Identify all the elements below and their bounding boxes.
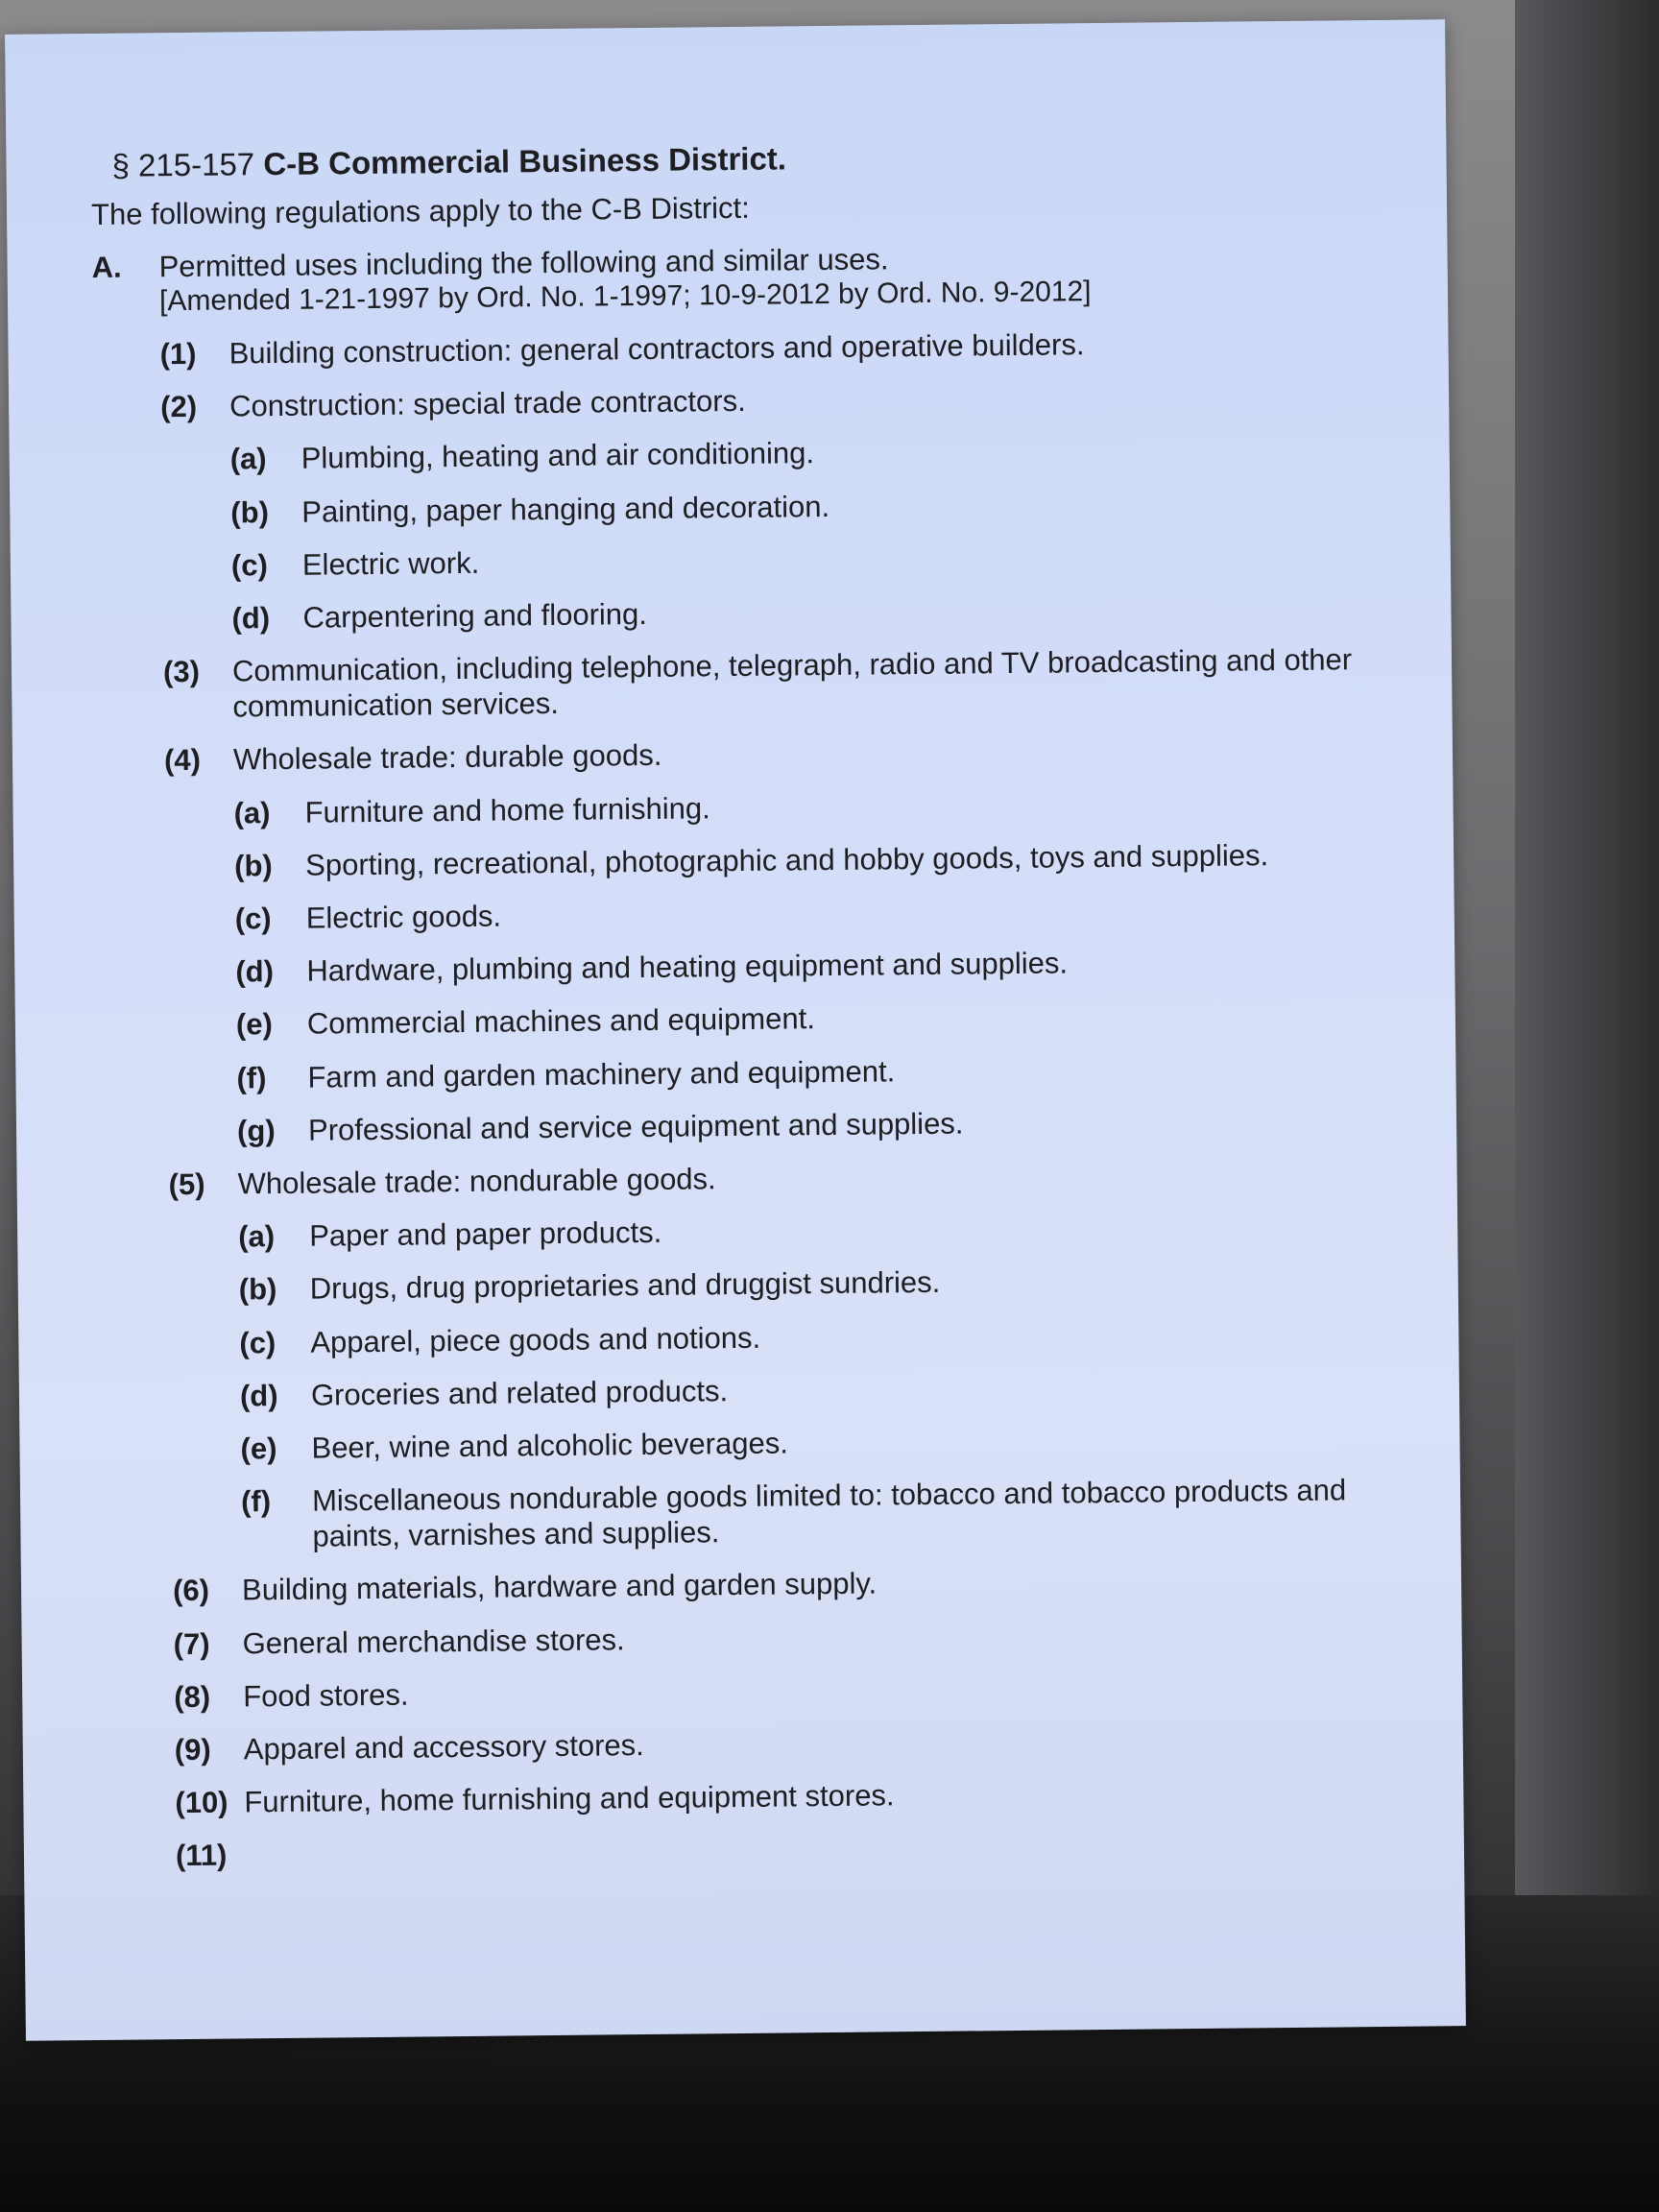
sub-list-item-label: (a) xyxy=(229,442,267,476)
permitted-uses-list xyxy=(92,323,1443,1874)
sub-list-item xyxy=(236,995,1434,1043)
list-item-text: Construction: special trade contractors. xyxy=(228,384,746,423)
section-number: § 215-157 xyxy=(111,146,255,183)
sub-list-item-text: Hardware, plumbing and heating equipment and supplies. xyxy=(306,946,1069,988)
sub-list-item xyxy=(235,888,1433,936)
intro-text: The following regulations apply to the C-B District: xyxy=(90,190,750,231)
sub-list-item-text: Carpentering and flooring. xyxy=(302,596,648,635)
sub-list-item-text: Miscellaneous nondurable goods limited to: tobacco and tobacco products and paints, varnishes and supplies. xyxy=(311,1473,1347,1553)
list-item xyxy=(164,730,1431,779)
sub-list-item-label: (b) xyxy=(233,848,273,883)
list-item-text: Food stores. xyxy=(243,1677,409,1714)
sub-list-item-label: (e) xyxy=(235,1007,273,1042)
list-item-label: (5) xyxy=(168,1166,205,1202)
sub-list-item xyxy=(234,835,1432,883)
sub-list-item-label: (f) xyxy=(240,1484,272,1519)
document-page xyxy=(5,19,1466,2041)
list-item xyxy=(163,640,1431,725)
sub-list-item xyxy=(240,1365,1438,1413)
list-item xyxy=(176,1825,1443,1874)
section-heading xyxy=(111,132,1425,184)
list-item-label: (10) xyxy=(175,1785,228,1820)
sub-list-item-text: Painting, paper hanging and decoration. xyxy=(301,489,830,529)
sub-list-item-text: Sporting, recreational, photographic and hobby goods, toys and supplies. xyxy=(304,838,1269,882)
sub-list-item-label: (c) xyxy=(239,1325,276,1359)
sub-list-item xyxy=(235,942,1433,990)
list-item xyxy=(160,376,1428,425)
list-item-label: (8) xyxy=(174,1679,211,1715)
sub-list-item xyxy=(237,1100,1435,1148)
list-item-text xyxy=(245,1825,1443,1838)
sub-list-item xyxy=(239,1312,1437,1360)
sub-list-item xyxy=(240,1418,1438,1466)
sub-list-item xyxy=(230,482,1429,530)
list-item-text: Apparel and accessory stores. xyxy=(243,1728,644,1767)
list-item xyxy=(175,1719,1442,1767)
sub-list-item-label: (c) xyxy=(230,547,268,583)
list-item xyxy=(168,1153,1435,1202)
sub-list-item-text: Plumbing, heating and air conditioning. xyxy=(301,436,815,476)
sub-list-item-label: (d) xyxy=(231,600,271,636)
list-item-label: (7) xyxy=(173,1626,210,1661)
sub-list-item xyxy=(241,1471,1440,1554)
sub-list-item-text: Beer, wine and alcoholic beverages. xyxy=(311,1426,789,1465)
list-item-label: (3) xyxy=(162,654,201,689)
sub-list-item-text: Drugs, drug proprietaries and druggist sundries. xyxy=(309,1265,941,1306)
sub-list-item-text: Furniture and home furnishing. xyxy=(304,790,710,830)
sub-list-item xyxy=(231,535,1430,583)
sub-list-item xyxy=(238,1207,1436,1255)
sub-list-item-label: (b) xyxy=(230,494,270,530)
list-item-label: (9) xyxy=(174,1732,211,1767)
list-item-text: General merchandise stores. xyxy=(242,1622,625,1661)
list-item-label: (2) xyxy=(159,389,198,424)
list-item xyxy=(173,1613,1440,1662)
sub-list-item-label: (d) xyxy=(239,1378,278,1413)
sub-list-item-text: Groceries and related products. xyxy=(310,1373,729,1412)
sub-list-item xyxy=(236,1047,1434,1095)
list-item-label: (1) xyxy=(159,336,197,372)
list-item-label: (11) xyxy=(175,1839,228,1873)
list-item-text: Building construction: general contractors and operative builders. xyxy=(228,327,1085,371)
amendment-note: [Amended 1-21-1997 by Ord. No. 1-1997; 10-9-2012 by Ord. No. 9-2012] xyxy=(158,276,1092,318)
sub-list-item xyxy=(231,588,1430,636)
sub-list-item-label: (e) xyxy=(240,1431,277,1466)
sub-list-item-label: (d) xyxy=(235,954,275,989)
sub-list-item-label: (c) xyxy=(234,902,272,936)
sub-list-item xyxy=(233,782,1431,830)
sub-list-item-label: (a) xyxy=(233,795,271,830)
list-item xyxy=(159,323,1427,372)
sub-list-item-label: (a) xyxy=(238,1219,276,1254)
background-seat xyxy=(1515,0,1659,2212)
list-item xyxy=(175,1772,1442,1821)
sub-list-item-label: (f) xyxy=(236,1060,267,1095)
sub-list-item-text: Farm and garden machinery and equipment. xyxy=(307,1053,896,1094)
sub-list-item-text: Paper and paper products. xyxy=(309,1214,662,1253)
list-item-text: Communication, including telephone, telegraph, radio and TV broadcasting and other communication services. xyxy=(231,642,1353,724)
subsection-a xyxy=(91,235,1427,320)
section-title: C-B Commercial Business District. xyxy=(263,140,787,182)
list-item-label: (4) xyxy=(163,743,202,778)
list-item xyxy=(173,1560,1440,1609)
sub-list-item-text: Electric goods. xyxy=(305,899,502,935)
list-item-text: Wholesale trade: nondurable goods. xyxy=(237,1162,716,1201)
list-item-text: Wholesale trade: durable goods. xyxy=(232,738,662,777)
list-item-label: (6) xyxy=(172,1574,210,1608)
subsection-a-text: Permitted uses including the following and similar uses. xyxy=(158,242,889,284)
sub-list-item-text: Commercial machines and equipment. xyxy=(306,1001,816,1042)
list-item-text: Building materials, hardware and garden supply. xyxy=(241,1566,878,1607)
sub-list-item-label: (b) xyxy=(238,1272,277,1307)
sub-list-item-text: Apparel, piece goods and notions. xyxy=(310,1320,761,1359)
sub-list-item xyxy=(239,1260,1437,1308)
list-item xyxy=(174,1666,1441,1715)
subsection-a-label: A. xyxy=(91,250,122,284)
list-item-text: Furniture, home furnishing and equipment stores. xyxy=(244,1778,895,1819)
sub-list-item-text: Professional and service equipment and supplies. xyxy=(307,1106,964,1147)
document-body xyxy=(90,132,1443,1891)
sub-list-item xyxy=(230,429,1429,477)
sub-list-item-text: Electric work. xyxy=(301,545,480,582)
sub-list-item-label: (g) xyxy=(236,1113,276,1148)
